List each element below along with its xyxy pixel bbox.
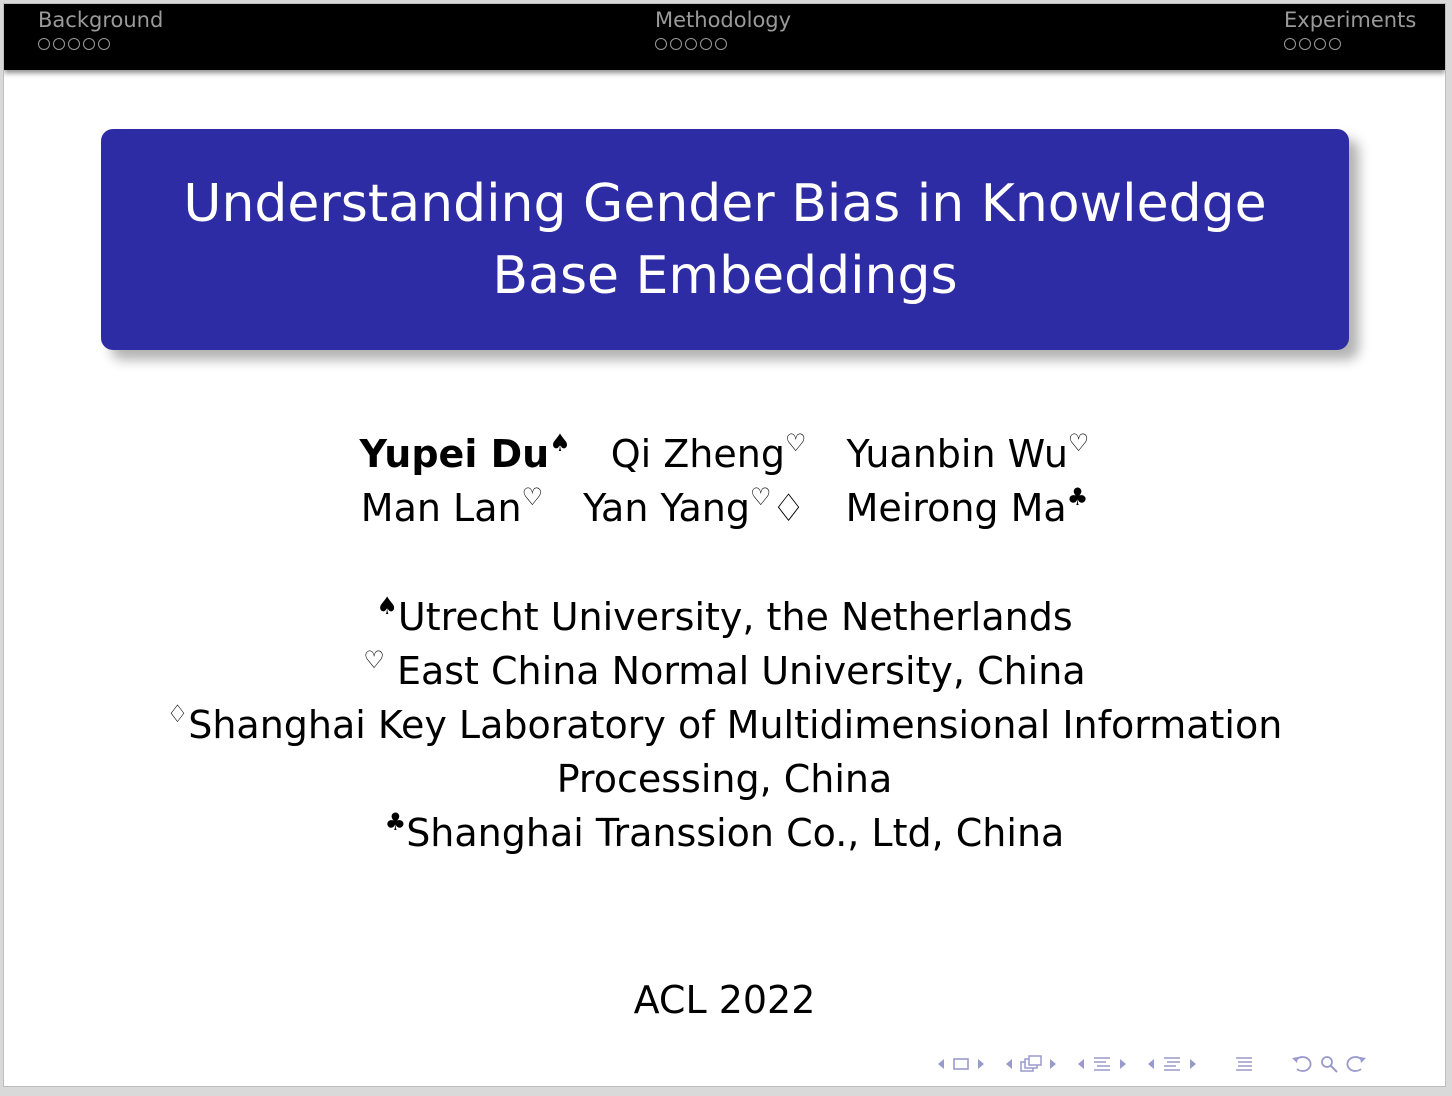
author-name: Yuanbin Wu — [846, 432, 1068, 476]
title-box — [101, 129, 1349, 350]
outline-icon[interactable] — [1232, 1055, 1256, 1073]
heart-mark: ♡ — [521, 483, 544, 511]
slide-title: Understanding Gender Bias in Knowledge Base Embeddings — [183, 173, 1267, 306]
next-slide-icon[interactable] — [1048, 1057, 1058, 1071]
authors-row — [4, 429, 1445, 476]
author-name: Man Lan — [360, 486, 522, 530]
heart-mark: ♡ — [784, 429, 807, 457]
navigation-controls — [936, 1053, 1372, 1075]
frame-dot[interactable] — [685, 38, 697, 50]
venue: ACL 2022 — [633, 978, 816, 1022]
author-name: Qi Zheng — [610, 432, 785, 476]
affiliation — [4, 644, 1445, 698]
nav-section-methodology[interactable] — [655, 6, 791, 50]
frame-dot[interactable] — [98, 38, 110, 50]
author — [845, 483, 1089, 530]
nav-section-title[interactable]: Methodology — [655, 8, 792, 32]
author-name: Yupei Du — [359, 432, 550, 476]
affiliation — [4, 590, 1445, 644]
section-icon[interactable] — [1090, 1055, 1114, 1073]
frame-dot[interactable] — [1329, 38, 1341, 50]
club-mark: ♣ — [384, 808, 407, 836]
spade-mark: ♠ — [549, 429, 571, 457]
nav-section-experiments[interactable] — [1284, 6, 1416, 50]
next-subsection-icon[interactable] — [1188, 1057, 1198, 1071]
author-name: Meirong Ma — [845, 486, 1067, 530]
author-name: Yan Yang — [583, 486, 750, 530]
slide-frame — [3, 3, 1446, 1087]
frame-dot[interactable] — [53, 38, 65, 50]
next-section-icon[interactable] — [1118, 1057, 1128, 1071]
spade-mark: ♠ — [376, 592, 398, 620]
frame-icon[interactable] — [950, 1056, 972, 1072]
frame-dot[interactable] — [38, 38, 50, 50]
prev-subsection-icon[interactable] — [1146, 1057, 1156, 1071]
frame-dot[interactable] — [700, 38, 712, 50]
authors-row — [4, 483, 1445, 530]
club-mark: ♣ — [1066, 483, 1089, 511]
next-frame-icon[interactable] — [976, 1057, 986, 1071]
slides-icon[interactable] — [1018, 1055, 1044, 1073]
nav-section-dots — [38, 38, 163, 50]
frame-dot[interactable] — [715, 38, 727, 50]
frame-dot[interactable] — [670, 38, 682, 50]
heart-mark: ♡ — [363, 646, 385, 674]
forward-icon[interactable] — [1344, 1054, 1368, 1074]
author — [359, 429, 571, 476]
author — [583, 483, 806, 530]
affiliation-text: Shanghai Key Laboratory of Multidimensional Information Processing, China — [188, 703, 1283, 801]
author — [360, 483, 544, 530]
affiliation — [165, 698, 1285, 806]
affiliation-text: Utrecht University, the Netherlands — [397, 595, 1073, 639]
prev-section-icon[interactable] — [1076, 1057, 1086, 1071]
author — [610, 429, 807, 476]
diamond-mark: ♢ — [166, 700, 189, 728]
nav-section-background[interactable] — [38, 6, 163, 50]
frame-dot[interactable] — [1314, 38, 1326, 50]
frame-dot[interactable] — [68, 38, 80, 50]
frame-dot[interactable] — [1284, 38, 1296, 50]
diamond-mark: ♢ — [771, 486, 806, 530]
frame-dot[interactable] — [1299, 38, 1311, 50]
affiliation-text: East China Normal University, China — [384, 649, 1086, 693]
prev-frame-icon[interactable] — [936, 1057, 946, 1071]
heart-mark: ♡ — [749, 483, 772, 511]
prev-slide-icon[interactable] — [1004, 1057, 1014, 1071]
nav-section-dots — [655, 38, 791, 50]
search-icon[interactable] — [1318, 1054, 1340, 1074]
affiliations — [4, 590, 1445, 860]
affiliation-text: Shanghai Transsion Co., Ltd, China — [406, 811, 1065, 855]
navigation-bar — [4, 4, 1445, 70]
nav-section-title[interactable]: Background — [38, 8, 164, 32]
author — [846, 429, 1090, 476]
nav-section-dots — [1284, 38, 1416, 50]
frame-dot[interactable] — [83, 38, 95, 50]
affiliation — [4, 806, 1445, 860]
frame-dot[interactable] — [655, 38, 667, 50]
heart-mark: ♡ — [1067, 429, 1090, 457]
back-icon[interactable] — [1290, 1054, 1314, 1074]
nav-section-title[interactable]: Experiments — [1284, 8, 1417, 32]
subsection-icon[interactable] — [1160, 1055, 1184, 1073]
